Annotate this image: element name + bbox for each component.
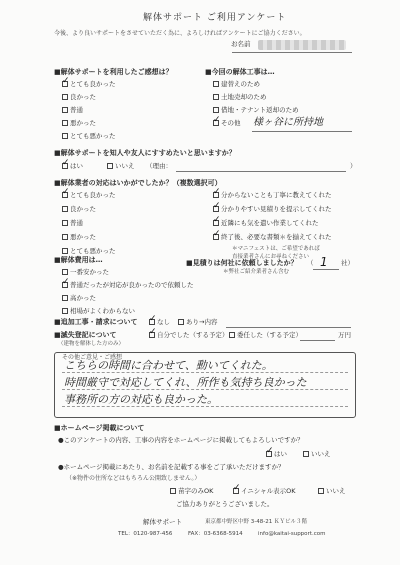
q5-option[interactable]: 一番安かった: [62, 269, 109, 276]
q2-option[interactable]: その他: [213, 120, 241, 127]
hp-a-yes[interactable]: はい: [266, 451, 287, 458]
checkmark-icon: ✓: [62, 187, 70, 197]
q4-note-line1: ＊マニフェストは、ご希望であれば: [232, 246, 320, 252]
q1-option[interactable]: 良かった: [62, 94, 96, 101]
q3-reason-label: （理由：: [146, 162, 172, 170]
hp-b-option[interactable]: イニシャル表示OK: [233, 488, 296, 495]
comments-rule: [62, 372, 348, 373]
q3-reason-line: [176, 171, 346, 172]
hp-question-b-note: （※物件の住所などはもちろん公開致しません。）: [66, 475, 201, 482]
q3-reason-close: ）: [350, 162, 357, 170]
hp-question-a: ●このアンケートの内容、工事の内容をホームページに掲載してもよろしいですか？: [58, 436, 304, 444]
q7-none[interactable]: なし: [149, 319, 170, 326]
name-underline: [232, 52, 352, 53]
name-label: お名前: [231, 40, 251, 48]
hp-b-option[interactable]: いいえ: [318, 488, 346, 495]
footer-company: 解体サポート: [143, 518, 182, 526]
comments-handwritten-line: 事務所の方の対応も良かった。: [64, 393, 218, 406]
q4-right-option[interactable]: 分かりやすい見積りを提示してくれた: [213, 206, 332, 213]
checkmark-icon: ✓: [149, 327, 157, 337]
q2-option[interactable]: 土地売却のため: [213, 94, 267, 101]
footer-tel: TEL：0120-987-456: [118, 531, 173, 537]
checkmark-icon: ✓: [266, 446, 274, 456]
checkmark-icon: ✓: [213, 187, 221, 197]
comments-handwritten-line: こちらの時間に合わせて、動いてくれた。: [64, 359, 273, 372]
q1-option[interactable]: とても良かった: [62, 81, 116, 88]
redacted-name: [258, 40, 346, 50]
q6-count-line: [313, 269, 339, 270]
q2-label: ■今回の解体工事は…: [205, 68, 275, 76]
hp-label: ■ホームページ掲載について: [54, 424, 145, 432]
q1-option[interactable]: 悪かった: [62, 120, 96, 127]
q5-option[interactable]: 普通だったが対応が良かったので依頼した: [62, 282, 194, 289]
q1-label: ■解体サポートを利用したご感想は？: [54, 68, 173, 76]
hp-question-b: ●ホームページ掲載にあたり、お名前を記載する事をご了承いただけますか？: [58, 463, 285, 471]
q3-no[interactable]: いいえ: [107, 163, 135, 170]
q4-left-option[interactable]: 良かった: [62, 206, 96, 213]
thanks-text: ご協力ありがとうございました。: [176, 500, 274, 508]
comments-rule: [62, 389, 348, 390]
hp-a-no[interactable]: いいえ: [303, 451, 331, 458]
q3-yes[interactable]: はい: [62, 163, 83, 170]
q8-opt-delegate[interactable]: 委任した（する予定）: [229, 332, 302, 339]
q4-label: ■解体業者の対応はいかがでしたか？（複数選択可）: [54, 179, 222, 187]
comments-label: その他ご意見・ご感想: [62, 354, 123, 361]
q4-right-option[interactable]: 分からないことも丁寧に教えてくれた: [213, 192, 332, 199]
hp-b-option[interactable]: 苗字のみOK: [170, 488, 213, 495]
q7-label: ■追加工事・請求について: [54, 318, 138, 326]
checkmark-icon: ✓: [213, 201, 221, 211]
q6-unit: 社）: [341, 259, 354, 267]
q6-count-handwritten: 1: [320, 255, 328, 269]
footer-address: 東京都中野区中野 3-48-21 ＫＹビル３階: [205, 519, 307, 525]
footer-fax: FAX：03-6368-5914: [188, 531, 243, 537]
q4-left-option[interactable]: とても悪かった: [62, 248, 116, 255]
footer-email[interactable]: info@kaitai-support.com: [258, 531, 326, 537]
q3-label: ■解体サポートを知人や友人にすすめたいと思いますか？: [54, 149, 236, 157]
checkmark-icon: ✓: [213, 115, 221, 125]
checkmark-icon: ✓: [213, 215, 221, 225]
q8-opt-self[interactable]: 自分でした（する予定）: [149, 332, 229, 339]
comments-rule: [62, 406, 348, 407]
q8-sub: （建物を解体した方のみ）: [58, 341, 125, 347]
q1-option[interactable]: とても悪かった: [62, 133, 116, 140]
q6-paren-open: （: [307, 259, 314, 267]
q8-label: ■滅失登記について: [54, 331, 117, 339]
survey-intro: 今後、より良いサポートをさせていただく為に、よろしければアンケートにご協力ください。: [54, 30, 306, 37]
q7-some[interactable]: あり→内容: [178, 319, 217, 326]
q4-left-option[interactable]: 悪かった: [62, 234, 96, 241]
q4-note-line2: 直接業者さんにお尋ねください: [232, 254, 310, 260]
checkmark-icon: ✓: [233, 483, 241, 493]
checkmark-icon: ✓: [62, 76, 70, 86]
q2-other-underline: [252, 131, 352, 132]
checkmark-icon: ✓: [149, 314, 157, 324]
checkmark-icon: ✓: [213, 229, 221, 239]
q6-label: ■見積りは何社に依頼しましたか？: [186, 259, 298, 267]
q5-option[interactable]: 高かった: [62, 295, 96, 302]
q4-right-option[interactable]: 近隣にも気を遣い作業してくれた: [213, 220, 319, 227]
q2-option[interactable]: 建替えのため: [213, 81, 260, 88]
q4-right-option[interactable]: 終了後、必要な書類＊を揃えてくれた: [213, 234, 332, 241]
survey-title: 解体サポート ご利用アンケート: [143, 13, 287, 23]
comments-handwritten-line: 時間厳守で対応してくれ、所作も気持ち良かった: [64, 376, 307, 389]
q8-amount-unit: 万円: [338, 331, 351, 339]
q4-left-option[interactable]: 普通: [62, 220, 83, 227]
q4-left-option[interactable]: とても良かった: [62, 192, 116, 199]
q6-note: ＊弊社ご紹介業者さん含む: [223, 269, 290, 275]
q2-option[interactable]: 借地・テナント返却のため: [213, 107, 299, 114]
q7-detail-line: [226, 327, 351, 328]
q8-amount-line: [300, 340, 335, 341]
checkmark-icon: ✓: [62, 277, 70, 287]
q1-option[interactable]: 普通: [62, 107, 83, 114]
q5-label: ■解体費用は…: [54, 256, 103, 264]
checkmark-icon: ✓: [62, 158, 70, 168]
q5-option[interactable]: 相場がよくわからない: [62, 308, 135, 315]
q2-other-handwritten: 様ヶ谷に所持地: [253, 117, 323, 128]
